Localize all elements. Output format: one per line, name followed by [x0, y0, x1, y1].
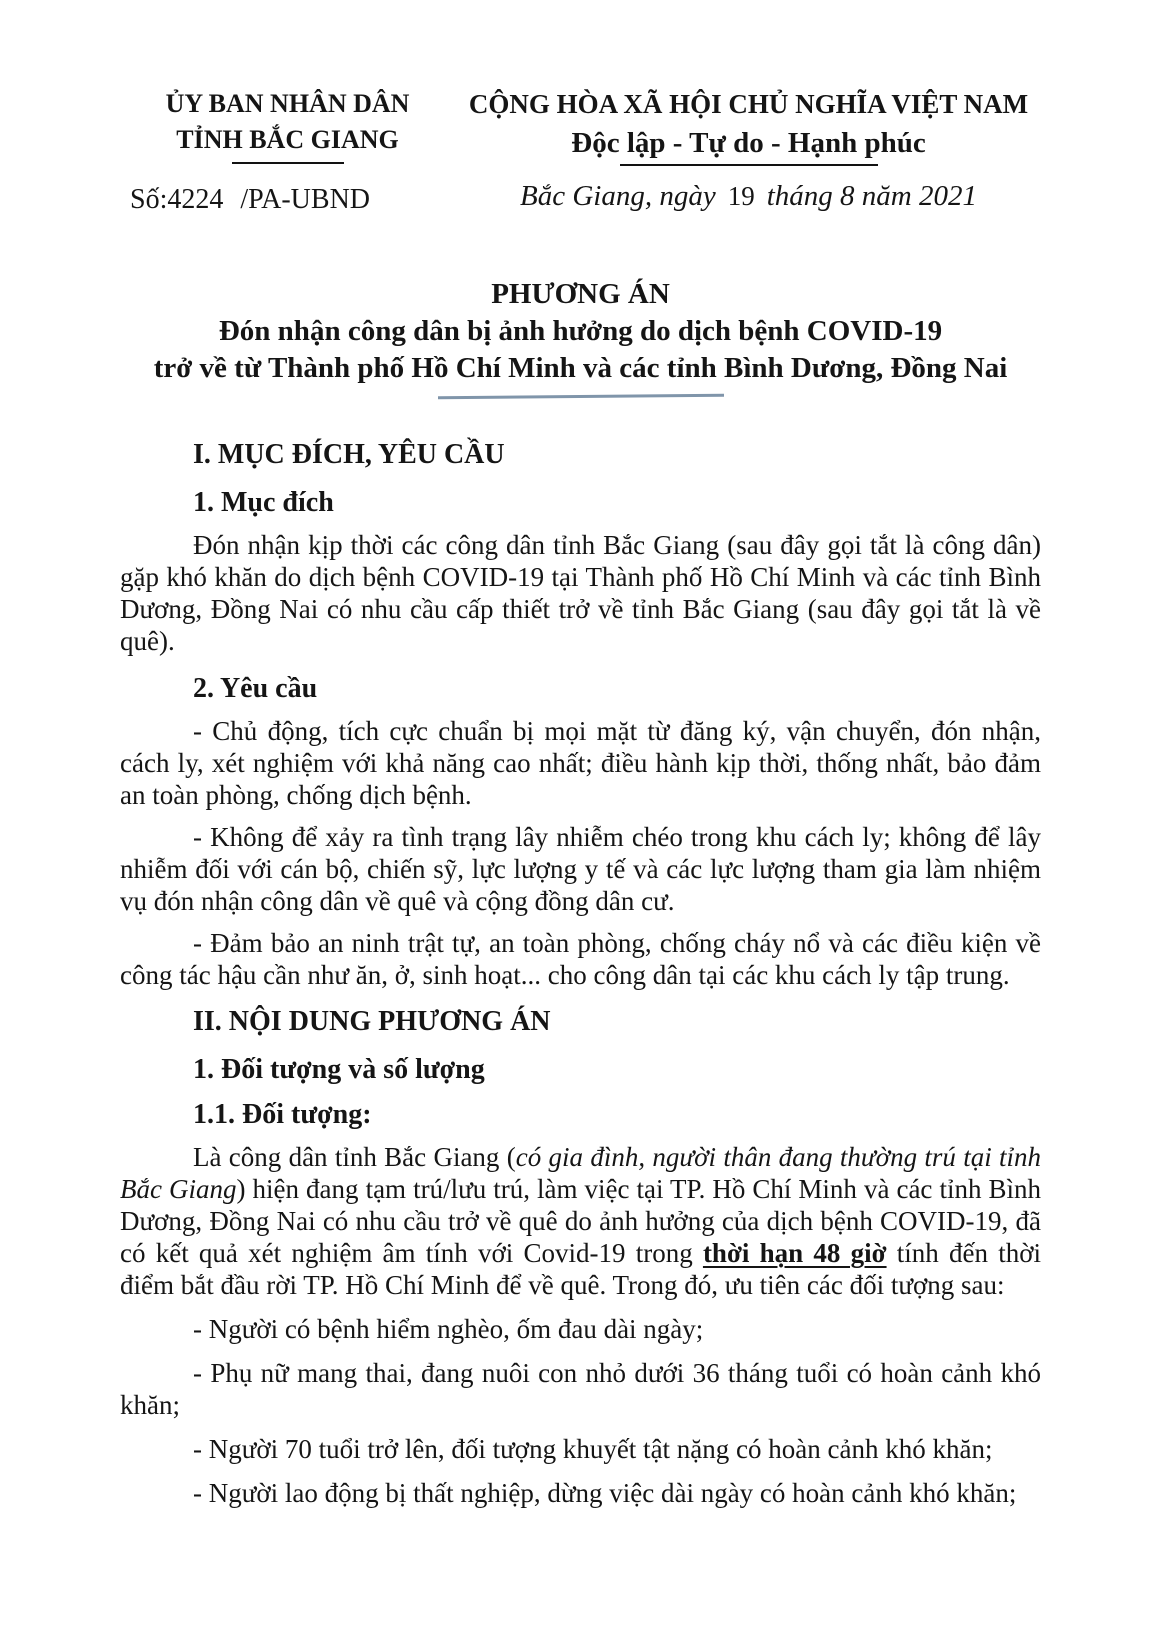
priority-item-3: - Người 70 tuổi trở lên, đối tượng khuyết tật nặng có hoàn cảnh khó khăn;	[193, 1434, 993, 1464]
national-header-line: CỘNG HÒA XÃ HỘI CHỦ NGHĨA VIỆT NAM	[468, 89, 1029, 119]
subject-text-part3: tính đến thời điểm bắt đầu rời TP. Hồ Chí Minh để về quê. Trong đó, ưu tiên các đối tượng sau:	[120, 1238, 1042, 1300]
section-1-heading: I. MỤC ĐÍCH, YÊU CẦU	[193, 439, 505, 470]
subject-paragraph	[120, 1141, 1041, 1301]
title-line-1: Đón nhận công dân bị ảnh hưởng do dịch bệnh COVID-19	[218, 315, 943, 347]
subject-text-part2: ) hiện đang tạm trú/lưu trú, làm việc tại TP. Hồ Chí Minh và các tỉnh Bình Dương, Đồng Nai có nhu cầu trở về quê do ảnh hưởng của dịch bệnh COVID-19, đã có kết quả xét nghiệm âm tính với Covid-19 trong	[120, 1174, 1041, 1268]
document-header	[120, 86, 1041, 216]
priority-item-2: - Phụ nữ mang thai, đang nuôi con nhỏ dưới 36 tháng tuổi có hoàn cảnh khó khăn;	[120, 1358, 1041, 1420]
document-number-value: 4224	[167, 184, 224, 215]
document-number-suffix: /PA-UBND	[240, 184, 371, 215]
date-day-value: 19	[727, 181, 755, 211]
section-2-heading: II. NỘI DUNG PHƯƠNG ÁN	[193, 1006, 551, 1037]
date-place-prefix: Bắc Giang, ngày	[520, 180, 716, 212]
date-suffix: tháng 8 năm 2021	[766, 180, 977, 212]
motto-underline	[620, 164, 878, 166]
subject-text-italic: có gia đình, người thân đang thường trú tại tỉnh Bắc Giang	[120, 1142, 1041, 1204]
issuing-authority-block	[120, 86, 455, 216]
document-title-block	[120, 276, 1041, 398]
section-1-2-heading: 2. Yêu cầu	[193, 673, 318, 704]
document-type-title: PHƯƠNG ÁN	[491, 278, 670, 310]
subject-text-deadline: thời hạn 48 giờ	[702, 1238, 887, 1268]
title-line-2: trở về từ Thành phố Hồ Chí Minh và các tỉnh Bình Dương, Đồng Nai	[153, 352, 1008, 384]
authority-underline	[232, 162, 344, 164]
priority-item-1: - Người có bệnh hiểm nghèo, ốm đau dài ngày;	[193, 1314, 704, 1344]
section-2-1-heading: 1. Đối tượng và số lượng	[193, 1054, 485, 1085]
section-2-1-1-heading: 1.1. Đối tượng:	[193, 1099, 372, 1130]
title-separator	[437, 394, 723, 399]
document-number-line	[120, 184, 455, 216]
authority-name-line2: TỈNH BẮC GIANG	[176, 125, 399, 154]
subject-text-part1: Là công dân tỉnh Bắc Giang (	[193, 1142, 516, 1172]
requirement-paragraph-3: - Đảm bảo an ninh trật tự, an toàn phòng, chống cháy nổ và các điều kiện về công tác hậu cần như ăn, ở, sinh hoạt... cho công dân tại các khu cách ly tập trung.	[120, 928, 1041, 990]
section-1-1-heading: 1. Mục đích	[193, 487, 334, 518]
authority-name-line1: ỦY BAN NHÂN DÂN	[165, 89, 410, 118]
document-number-prefix: Số:	[130, 184, 168, 215]
requirement-paragraph-2: - Không để xảy ra tình trạng lây nhiễm chéo trong khu cách ly; không để lây nhiễm đối với cán bộ, chiến sỹ, lực lượng y tế và các lực lượng tham gia làm nhiệm vụ đón nhận công dân về quê và cộng đồng dân cư.	[120, 822, 1041, 916]
priority-item-4: - Người lao động bị thất nghiệp, dừng việc dài ngày có hoàn cảnh khó khăn;	[193, 1478, 1017, 1508]
requirement-paragraph-1: - Chủ động, tích cực chuẩn bị mọi mặt từ đăng ký, vận chuyển, đón nhận, cách ly, xét nghiệm với khả năng cao nhất; điều hành kịp thời, thống nhất, bảo đảm an toàn phòng, chống dịch bệnh.	[120, 716, 1041, 810]
national-motto-block	[456, 86, 1041, 213]
date-line	[456, 180, 1041, 213]
purpose-paragraph: Đón nhận kịp thời các công dân tỉnh Bắc Giang (sau đây gọi tắt là công dân) gặp khó khăn do dịch bệnh COVID-19 tại Thành phố Hồ Chí Minh và các tỉnh Bình Dương, Đồng Nai có nhu cầu cấp thiết trở về tỉnh Bắc Giang (sau đây gọi tắt là về quê).	[120, 530, 1041, 656]
motto-line: Độc lập - Tự do - Hạnh phúc	[571, 127, 926, 159]
